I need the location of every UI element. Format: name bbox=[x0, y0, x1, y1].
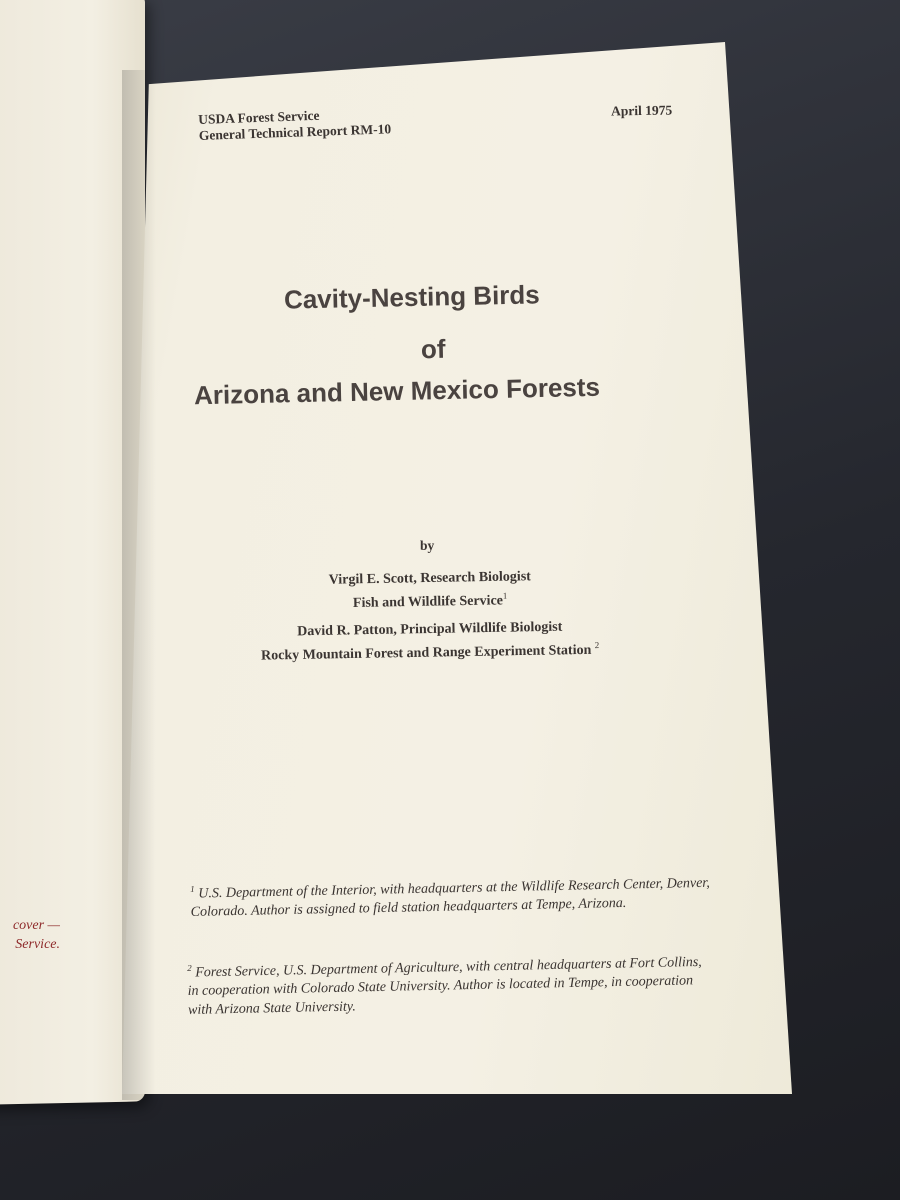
author-2-affiliation: Rocky Mountain Forest and Range Experiment Station $^2$ bbox=[260, 640, 600, 664]
author-2-note-marker: 2 bbox=[594, 640, 600, 651]
footnote-2 bbox=[187, 948, 714, 1020]
inner-cover-text-line-1: cover — bbox=[12, 918, 60, 933]
footnote-1-marker: 1 bbox=[190, 883, 195, 894]
title-line-1: Cavity-Nesting Birds bbox=[283, 279, 541, 315]
report-number: General Technical Report RM-10 bbox=[198, 121, 392, 143]
footnote-1-text: U.S. Department of the Interior, with headquarters at the Wildlife Research Center, Denver, Colorado. Author is assigned to field station headquarters at Tempe, Arizona. bbox=[190, 875, 710, 921]
author-1 bbox=[300, 567, 561, 614]
report-series bbox=[198, 105, 391, 144]
byline: by bbox=[420, 538, 435, 553]
author-2 bbox=[230, 617, 631, 667]
title-line-3: Arizona and New Mexico Forests bbox=[193, 371, 601, 411]
title-line-2: of bbox=[420, 333, 446, 365]
publication-date: April 1975 bbox=[610, 102, 673, 119]
inner-cover-text bbox=[0, 916, 60, 954]
footnote-2-text: Forest Service, U.S. Department of Agriculture, with central headquarters at Fort Collins, in cooperation with Colorado State University. Author is located in Tempe, in cooperation with Arizona State University. bbox=[187, 954, 702, 1018]
footnote-2-marker: 2 bbox=[187, 962, 192, 973]
author-2-name: David R. Patton, Principal Wildlife Biologist bbox=[297, 619, 563, 640]
author-1-affiliation: Fish and Wildlife Service$^1$ bbox=[352, 590, 508, 612]
inner-cover-text-line-2: Service. bbox=[15, 937, 60, 952]
agency-name: USDA Forest Service bbox=[198, 107, 320, 127]
author-1-name: Virgil E. Scott, Research Biologist bbox=[328, 569, 532, 588]
author-1-note-marker: 1 bbox=[502, 590, 508, 601]
